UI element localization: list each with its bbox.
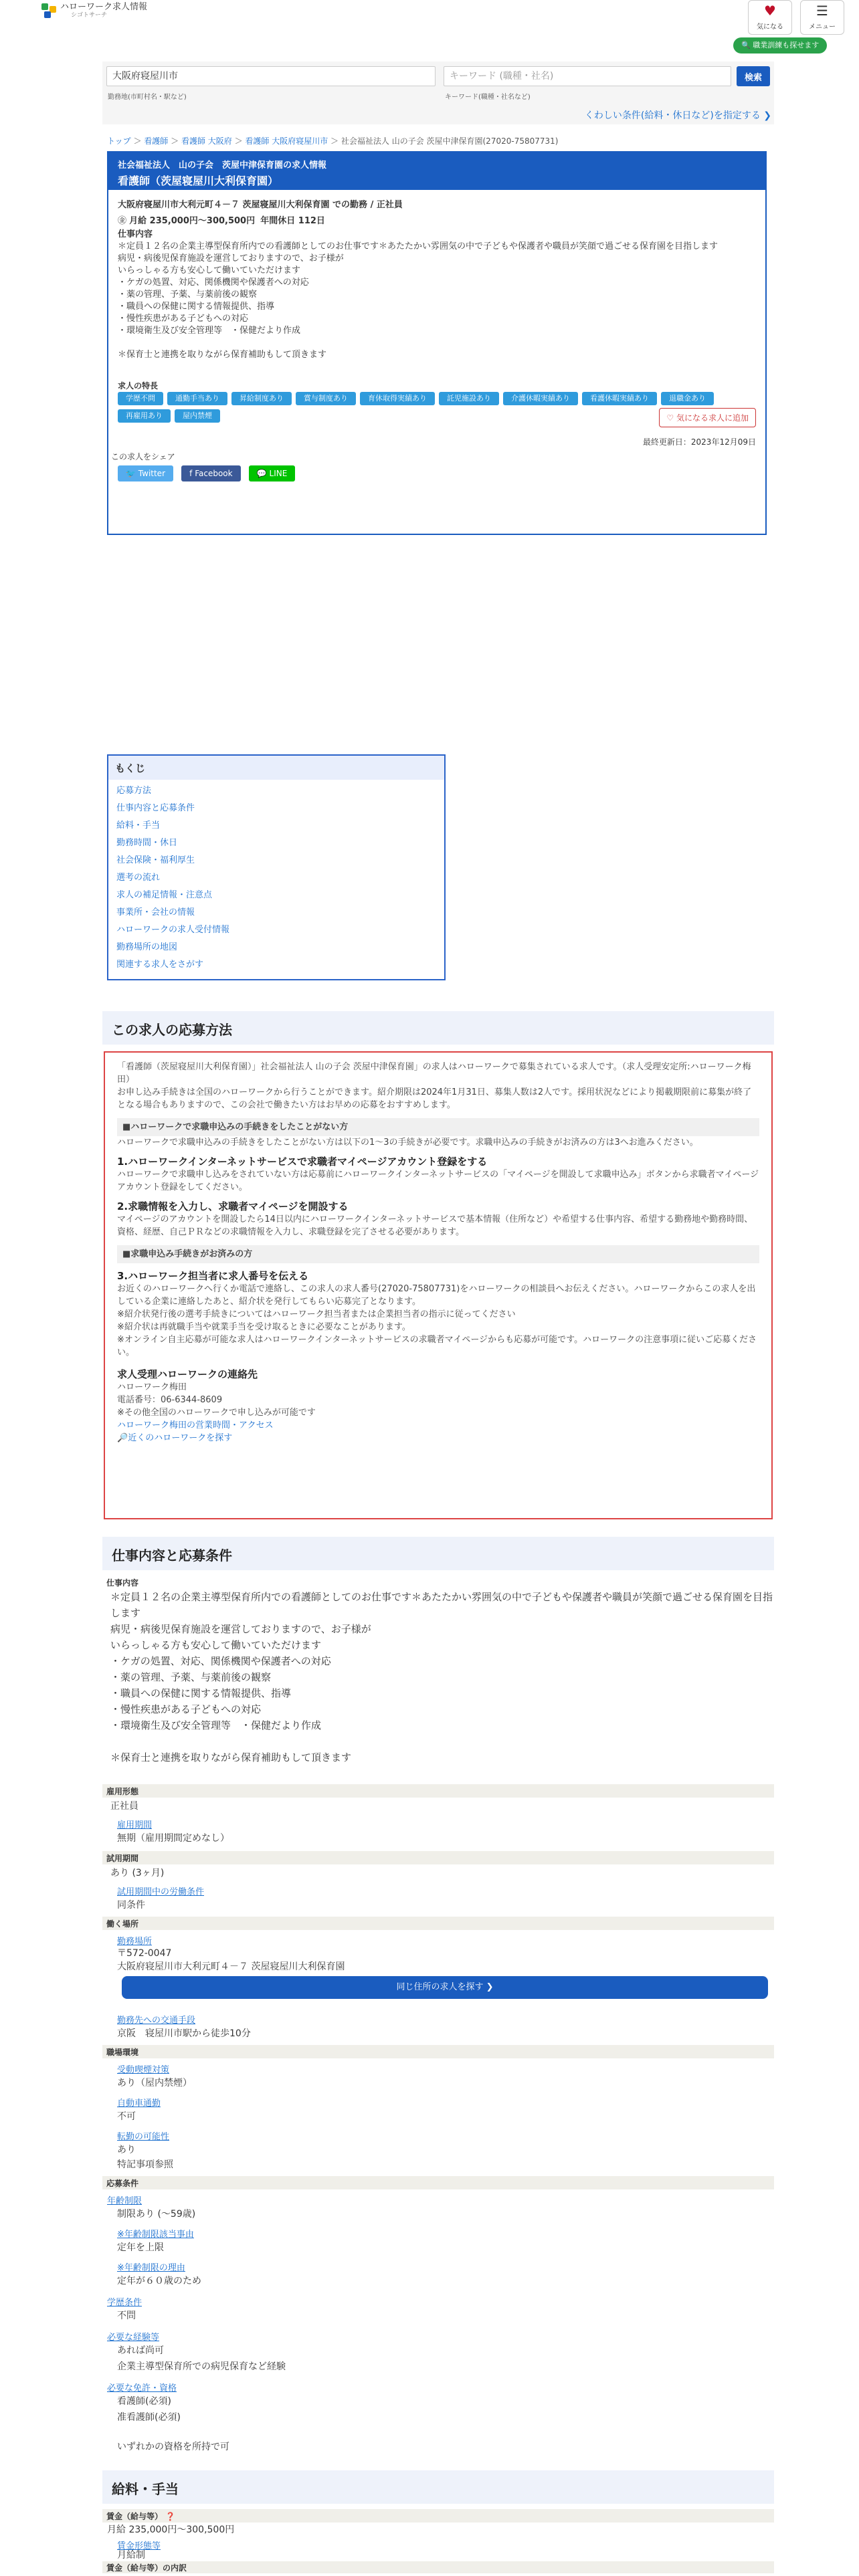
breadcrumb-nurse-osaka[interactable]: 看護師 大阪府 — [181, 136, 232, 146]
apply-step1-title: 1.ハローワークインターネットサービスで求職者マイページアカウント登録をする — [117, 1156, 488, 1168]
pay-type-sublabel: 賃金形態等 — [117, 2541, 161, 2551]
access-value: 京阪 寝屋川市駅から徒歩10分 — [117, 2028, 251, 2039]
job-title: 看護師（茨屋寝屋川大利保育園） — [118, 175, 279, 187]
car-value: 不可 — [117, 2111, 136, 2122]
license-note: いずれかの資格を所持で可 — [117, 2442, 229, 2452]
toc-item[interactable]: 事業所・会社の情報 — [116, 907, 195, 918]
line-share-button[interactable] — [249, 465, 296, 481]
apply-intro: 「看護師（茨屋寝屋川大利保育園）」社会福祉法人 山の子会 茨屋中津保育園」の求人はハローワークで募集されている求人です。（求人受理安定所:ハローワーク梅田） — [117, 1062, 751, 1085]
work-label: 仕事内容 — [118, 229, 153, 239]
toc-item[interactable]: 仕事内容と応募条件 — [116, 803, 195, 813]
salary-value: 月給 235,000円〜300,500円 — [129, 216, 256, 226]
age-range-sublabel: ※年齢制限該当事由 — [117, 2230, 194, 2240]
wage-label — [102, 2509, 774, 2523]
feature-tag[interactable]: 通勤手当あり — [167, 392, 227, 405]
contact-name: ハローワーク梅田 — [117, 1382, 187, 1392]
apply-band-new-text: ハローワークで求職申込みの手続きをしたことがない方は以下の1〜3の手続きが必要です。求職申込みの手続きがお済みの方は3へお進みください。 — [117, 1138, 698, 1148]
feature-tag[interactable]: 退職金あり — [661, 392, 714, 405]
logo-title: ハローワーク求人情報 — [60, 2, 148, 12]
smoke-value: あり（屋内禁煙） — [117, 2078, 192, 2088]
logo-subtitle: シゴトサーチ — [71, 12, 108, 19]
trial-value: あり (3ヶ月) — [110, 1868, 165, 1879]
apply-step2-text: マイページのアカウントを開設したら14日以内にハローワークインターネットサービスで基本情報（住所など）や希望する仕事内容、希望する勤務地や勤務時間、資格、経歴、自己ＰＲなどの求職情報を入力し、求職登録を完了させる必要があります。 — [117, 1214, 753, 1237]
feature-tag[interactable]: 昇給制度あり — [231, 392, 292, 405]
toc-item[interactable]: 応募方法 — [116, 786, 152, 796]
pay-section-title: 給料・手当 — [102, 2470, 774, 2504]
heart-outline-icon: ♡ — [666, 413, 674, 423]
keyword-input[interactable]: キーワード (職種・社名) — [444, 66, 731, 86]
feature-tag[interactable]: 育休取得実績あり — [360, 392, 435, 405]
apply-band-new: ■ハローワークで求職申込みの手続きをしたことがない方 — [117, 1118, 759, 1136]
salary-row — [118, 215, 756, 227]
near-office-link[interactable] — [117, 1432, 759, 1444]
holidays-value: 年間休日 112日 — [260, 216, 325, 226]
same-address-search-button[interactable]: 同じ住所の求人を探す ❯ — [122, 1976, 768, 1999]
work-address: 大阪府寝屋川市大利元町４－７ 茨屋寝屋川大利保育園 — [117, 1961, 345, 1972]
smoke-sublabel: 受動喫煙対策 — [117, 2065, 170, 2075]
toc-item[interactable]: 選考の流れ — [116, 873, 161, 883]
hamburger-icon: ☰ — [816, 3, 828, 19]
details-work-label: 仕事内容 — [102, 1576, 774, 1588]
favorites-label: 気になる — [757, 23, 783, 31]
toc-item[interactable]: 勤務場所の地図 — [116, 942, 178, 952]
toc-item[interactable]: 関連する求人をさがす — [116, 960, 204, 970]
location-help: 勤務地(市町村名・駅など) — [108, 94, 187, 101]
search-button[interactable]: 検索 — [737, 66, 770, 86]
pay-type-value: 月給制 — [117, 2550, 145, 2561]
share-buttons — [118, 465, 756, 481]
exp-value: あれば尚可 — [117, 2345, 164, 2356]
apply-section-title: この求人の応募方法 — [102, 1011, 774, 1045]
yen-icon: ㊎ — [118, 216, 127, 226]
search-icon: 🔎 — [117, 1433, 128, 1443]
access-sublabel: 勤務先への交通手段 — [117, 2016, 196, 2026]
job-card — [107, 151, 767, 535]
table-of-contents — [107, 754, 446, 980]
apply-intro-2: お申し込み手続きは全国のハローワークから行うことができます。紹介期限は2024年1月31日、募集人数は2人です。採用状況などにより掲載期限前に募集が終了となる場合もありますので、この会社で働きたい方はお早めの応募をおすすめします。 — [117, 1087, 752, 1110]
license-value-2: 准看護師(必須) — [117, 2412, 181, 2423]
twitter-icon: 🐦 — [126, 469, 136, 478]
breadcrumb-nurse[interactable]: 看護師 — [144, 136, 169, 146]
employ-label: 雇用形態 — [102, 1784, 774, 1798]
car-sublabel: 自動車通勤 — [117, 2099, 161, 2109]
toc-title: もくじ — [108, 756, 444, 780]
toc-item[interactable]: 勤務時間・休日 — [116, 838, 178, 848]
contact-tel: 電話番号：06-6344-8609 — [117, 1395, 223, 1405]
apply-step3-text: お近くのハローワークへ行くか電話で連絡し、この求人の求人番号(27020-75807731)をハローワークの相談員へお伝えください。ハローワークからこの求人を出している企業に連絡したあと、紹介状を発行してもらい応募完了となります。 ※紹介状発行後の選考手続きについてはハローワーク担当者または企業担当者の指示に従ってください ※紹介状は再就職手当や就業手当を受け取るときに必要なことがあります。 ※オンライン自主応募が可能な求人はハローワークインターネットサービスの求職者マイページからも応募が可能です。ハローワークの注意事項に従いご応募ください。 — [117, 1284, 757, 1358]
apply-step1-text: ハローワークで求職申し込みをされていない方は応募前にハローワークインターネットサービスの「マイページを開設して求職申込み」ボタンから求職者マイページアカウント登録をしてください。 — [117, 1170, 759, 1192]
trial-cond-value: 同条件 — [117, 1900, 145, 1911]
env-label: 職場環境 — [102, 2045, 774, 2058]
apply-band-done: ■求職申込み手続きがお済みの方 — [117, 1245, 759, 1263]
feature-tag[interactable]: 介護休暇実績あり — [503, 392, 578, 405]
updated-date: 最終更新日：2023年12月09日 — [642, 437, 756, 447]
add-favorite-button[interactable] — [659, 408, 756, 427]
breadcrumb-current: 社会福祉法人 山の子会 茨屋中津保育園(27020-75807731) — [341, 136, 559, 146]
company-name: 社会福祉法人 山の子会 茨屋中津保育園の求人情報 — [118, 160, 327, 171]
edu-value: 不問 — [117, 2311, 136, 2321]
line-label: LINE — [269, 469, 288, 478]
license-value-1: 看護師(必須) — [117, 2396, 171, 2407]
site-logo[interactable] — [41, 3, 147, 19]
place-label: 働く場所 — [102, 1917, 774, 1930]
search-icon: 🔍 — [741, 41, 751, 49]
employ-value: 正社員 — [110, 1801, 138, 1812]
cond-label: 応募条件 — [102, 2176, 774, 2189]
facebook-share-button[interactable] — [181, 465, 240, 481]
contact-note: ※その他全国のハローワークで申し込みが可能です — [117, 1408, 316, 1418]
trial-cond-sublabel: 試用期間中の労働条件 — [117, 1887, 205, 1897]
toc-item[interactable]: 社会保険・福利厚生 — [116, 855, 195, 865]
exp-sublabel: 必要な経験等 — [107, 2333, 160, 2343]
toc-item[interactable]: ハローワークの求人受付情報 — [116, 925, 230, 935]
search-panel — [102, 62, 774, 124]
details-work-text: ＊定員１２名の企業主導型保育所内での看護師としてのお仕事です＊あたたかい雰囲気の中で子どもや保護者や職員が笑顔で過ごせる保育園を目指します 病児・病後児保育施設を運営しておりますので、お子様が いらっしゃる方も安心して働いていただけます ・ケガの処置、対応、関係機関や保護者への対応 ・薬の管理、予薬、与薬前後の観察 ・職員への保健に関する情報提供、指導 ・慢性疾患がある子どもへの対応 ・環境衛生及び安全管理等 ・保健だより作成 ＊保育士と連携を取りながら保育補助もして頂きます — [110, 1591, 773, 1763]
help-icon[interactable]: ❓ — [165, 2512, 176, 2521]
apply-step2-title: 2.求職情報を入力し、求職者マイページを開設する — [117, 1200, 349, 1212]
logo-mark-icon — [41, 3, 58, 19]
details-section-title: 仕事内容と応募条件 — [102, 1537, 774, 1570]
exp-detail: 企業主導型保育所での病児保育など経験 — [117, 2361, 286, 2372]
location-input[interactable]: 大阪府寝屋川市 — [106, 66, 436, 86]
age-range-value: 定年を上限 — [117, 2242, 164, 2253]
toc-item[interactable]: 求人の補足情報・注意点 — [116, 890, 213, 900]
wage-value: 月給 235,000円〜300,500円 — [107, 2525, 235, 2535]
menu-button[interactable] — [800, 0, 844, 35]
facebook-icon: f — [189, 469, 193, 478]
job-summary: 大阪府寝屋川市大利元町４－７ 茨屋寝屋川大利保育園 での勤務 / 正社員 — [118, 200, 403, 210]
toc-item[interactable]: 給料・手当 — [116, 821, 161, 831]
age-reason-value: 定年が６０歳のため — [117, 2276, 201, 2286]
site-header — [0, 0, 859, 55]
wage-label-text: 賃金（給与等） — [106, 2512, 163, 2521]
breadcrumb-top[interactable]: トップ — [107, 136, 131, 146]
line-icon: 💬 — [256, 469, 267, 478]
transfer-sublabel: 転勤の可能性 — [117, 2132, 170, 2142]
advanced-search-link[interactable]: くわしい条件(給料・休日など)を指定する ❯ — [584, 110, 771, 121]
feature-tag[interactable]: 屋内禁煙 — [175, 409, 220, 423]
period-sublabel: 雇用期間 — [117, 1820, 153, 1830]
feature-tag[interactable]: 再雇用あり — [118, 409, 171, 423]
transfer-note: 特記事項参照 — [117, 2159, 173, 2170]
near-office-label: 近くのハローワークを探す — [128, 1433, 233, 1443]
favorites-button[interactable] — [748, 0, 792, 35]
age-sublabel: 年齢制限 — [107, 2196, 142, 2206]
share-label: この求人をシェア — [111, 452, 175, 461]
keyword-help: キーワード(職種・社名など) — [445, 94, 531, 101]
feature-tag[interactable]: 学歴不問 — [118, 392, 163, 405]
apply-box — [104, 1051, 773, 1519]
toc-list — [108, 780, 444, 976]
training-label: 職業訓練も探せます — [753, 41, 820, 49]
transfer-value: あり — [117, 2145, 136, 2155]
age-reason-sublabel: ※年齢制限の理由 — [117, 2263, 185, 2273]
breadcrumb-nurse-neyagawa[interactable]: 看護師 大阪府寝屋川市 — [245, 136, 328, 146]
contact-access-link[interactable]: ハローワーク梅田の営業時間・アクセス — [117, 1420, 274, 1430]
twitter-share-button[interactable] — [118, 465, 173, 481]
work-text: ＊定員１２名の企業主導型保育所内での看護師としてのお仕事です＊あたたかい雰囲気の中で子どもや保護者や職員が笑顔で過ごせる保育園を目指します 病児・病後児保育施設を運営しておりますので、お子様が いらっしゃる方も安心して働いていただけます ・ケガの処置、対応、関係機関や保護者への対応 ・薬の管理、予薬、与薬前後の観察 ・職員への保健に関する情報提供、指導 ・慢性疾患がある子どもへの対応 ・環境衛生及び安全管理等 ・保健だより作成 ＊保育士と連携を取りながら保育補助もして頂きます — [118, 241, 719, 360]
feature-tag[interactable]: 託児施設あり — [439, 392, 499, 405]
training-search-button[interactable] — [733, 37, 827, 53]
features-label: 求人の特長 — [118, 381, 159, 391]
feature-tag[interactable]: 賞与制度あり — [296, 392, 356, 405]
zip-code: 〒572-0047 — [117, 1948, 172, 1959]
twitter-label: Twitter — [138, 469, 165, 478]
job-card-header — [108, 152, 765, 190]
breakdown-label: 賃金（給与等）の内訳 — [102, 2561, 774, 2573]
trial-label: 試用期間 — [102, 1851, 774, 1864]
breadcrumb: トップ ＞ 看護師 ＞ 看護師 大阪府 ＞ 看護師 大阪府寝屋川市 ＞ 社会福祉法人 山の子会 茨屋中津保育園(27020-75807731) — [107, 136, 559, 146]
period-value: 無期（雇用期間定めなし） — [117, 1833, 229, 1844]
heart-icon: ♥ — [764, 3, 776, 19]
contact-title: 求人受理ハローワークの連絡先 — [117, 1368, 258, 1380]
menu-label: メニュー — [809, 23, 836, 31]
facebook-label: Facebook — [195, 469, 233, 478]
feature-tag[interactable]: 看護休暇実績あり — [582, 392, 657, 405]
license-sublabel: 必要な免許・資格 — [107, 2383, 177, 2393]
edu-sublabel: 学歴条件 — [107, 2298, 142, 2308]
place-sublabel: 勤務場所 — [117, 1937, 153, 1947]
apply-step3-title: 3.ハローワーク担当者に求人番号を伝える — [117, 1270, 309, 1282]
add-favorite-label: 気になる求人に追加 — [676, 413, 749, 423]
age-value: 制限あり (〜59歳) — [117, 2209, 196, 2220]
